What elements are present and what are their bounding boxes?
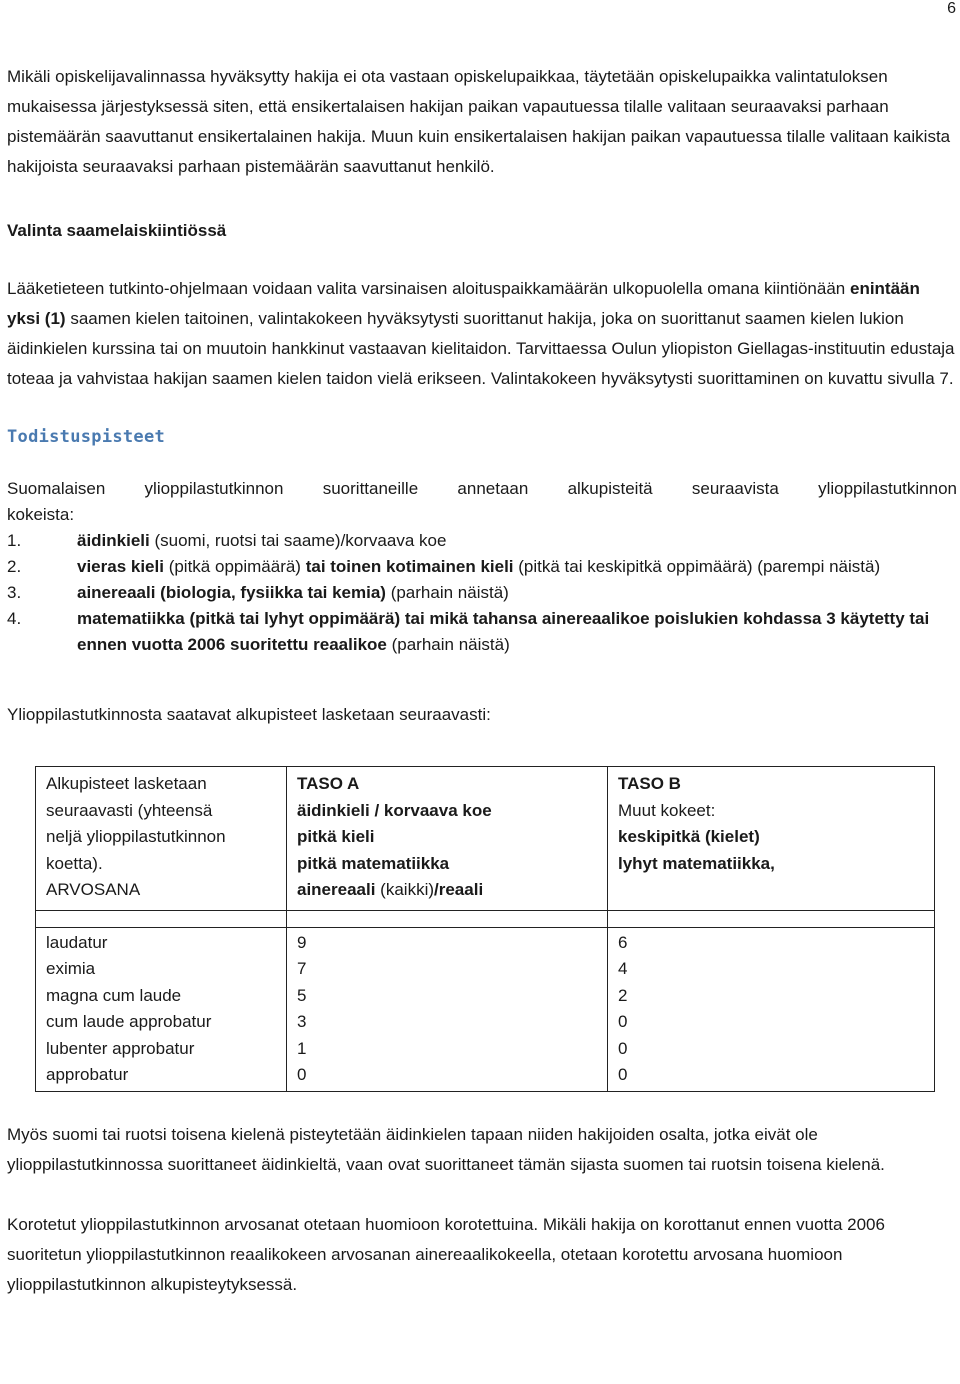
table-header-row [36,767,935,911]
level-a-points: 0 [297,1065,307,1084]
saame-text-a: Lääketieteen tutkinto-ohjelmaan voidaan valita varsinaisen aloituspaikkamäärän ulkopuolella omana kiintiönään [7,279,850,298]
level-b-points: 0 [618,1065,628,1084]
header-text: neljä ylioppilastutkinnon [46,827,226,846]
level-a-points: 1 [297,1038,307,1058]
list-number: 2. [7,557,22,576]
header-cell-level-b [608,767,935,911]
paragraph-saame-quota [7,274,957,394]
paragraph-points-calculation: Ylioppilastutkinnosta saatavat alkupisteet lasketaan seuraavasti: [7,705,491,724]
list-item [7,554,957,580]
table-spacer-row [36,910,935,927]
criterion-bold: ainereaali (biologia, fysiikka tai kemia) [77,583,386,602]
criterion-bold-2: tai toinen kotimainen kieli [305,557,514,576]
heading-saame-quota: Valinta saamelaiskiintiössä [7,221,227,240]
criterion-text: (parhain näistä) [385,583,509,602]
list-number: 1. [7,531,22,550]
exam-criteria-list [7,528,957,658]
saame-text-bold: enintään yksi (1) [7,279,920,328]
level-b-line: Muut kokeet: [618,800,716,820]
document-body [7,62,957,1300]
level-a-line: pitkä kieli [297,827,375,846]
level-b-points-cell [608,927,935,1091]
level-a-points: 7 [297,959,307,978]
level-a-points: 9 [297,932,307,952]
level-a-line: pitkä matematiikka [297,853,450,873]
grades-cell [36,927,287,1091]
list-item [7,606,957,658]
spacer-cell [287,910,608,927]
paragraph-raised-grades: Korotetut ylioppilastutkinnon arvosanat otetaan huomioon korotettuina. Mikäli hakija on korottanut ennen vuotta 2006 suoritetun ylioppilastutkinnon reaalikokeen arvosanan ainereaalikokeella, otetaan korotettu arvosana huomioon ylioppilastutkinnon alkupisteytyksessä. [7,1214,885,1294]
grade-name: laudatur [46,932,108,952]
level-a-line [297,877,597,904]
criterion-bold: äidinkieli [77,531,150,550]
level-a-normal: (kaikki) [375,880,435,899]
level-b-points: 4 [618,959,628,978]
heading-certificate-points: Todistuspisteet [7,427,166,447]
criterion-text: (parhain näistä) [386,635,510,654]
criterion-text-2: (pitkä tai keskipitkä oppimäärä) (parempi näistä) [513,557,881,576]
grade-name: magna cum laude [46,985,182,1005]
level-a-line: äidinkieli / korvaava koe [297,800,492,820]
grade-name: lubenter approbatur [46,1038,195,1058]
level-b-line: keskipitkä (kielet) [618,827,760,846]
list-item [7,528,957,554]
level-b-points: 0 [618,1012,628,1031]
list-item [7,580,957,606]
level-b-points: 6 [618,932,628,952]
level-b-title: TASO B [618,774,681,793]
level-b-points: 2 [618,985,628,1005]
level-b-points: 0 [618,1038,628,1058]
level-a-points-cell [287,927,608,1091]
table-row [36,927,935,1091]
grade-points-table [35,766,935,1092]
header-text: ARVOSANA [46,880,141,899]
criterion-bold: matematiikka (pitkä tai lyhyt oppimäärä) tai mikä tahansa ainereaalikoe poislukien kohdassa 3 käytetty tai ennen vuotta 2006 suoritettu reaalikoe [77,609,930,654]
header-text: koetta). [46,853,103,873]
grade-name: cum laude approbatur [46,1012,212,1031]
grade-name: eximia [46,959,96,978]
level-a-bold: /reaali [434,880,484,899]
criterion-text: (pitkä oppimäärä) [163,557,306,576]
saame-text-c: saamen kielen taitoinen, valintakokeen hyväksytysti suorittanut hakija, joka on suorittanut saamen kielen lukion äidinkielen kurssina tai on muutoin hankkinut vastaavan kielitaidon. Tarvittaessa Oulun yliopiston Giellagas-instituutin edustaja toteaa ja vahvistaa hakijan saamen kielen taidon vielä erikseen. Valintakokeen hyväksytysti suorittaminen on kuvattu sivulla 7. [7,309,955,388]
level-a-points: 3 [297,1012,307,1031]
page-number: 6 [947,0,956,17]
criterion-bold: vieras kieli [77,557,164,576]
header-text: seuraavasti (yhteensä [46,800,213,820]
level-a-bold: ainereaali [297,880,376,899]
header-text: Alkupisteet lasketaan [46,774,207,793]
paragraph-exam-intro-line2: kokeista: [7,505,75,524]
criterion-text: (suomi, ruotsi tai saame)/korvaava koe [149,531,447,550]
paragraph-first-time-applicants: Mikäli opiskelijavalinnassa hyväksytty hakija ei ota vastaan opiskelupaikkaa, täytetään opiskelupaikka valintatuloksen mukaisessa järjestyksessä siten, että ensikertalaisen hakijan paikan vapautuessa tilalle valitaan seuraavaksi parhaan pistemäärän saavuttanut ensikertalainen hakija. Muun kuin ensikertalaisen hakijan paikan vapautuessa tilalle valitaan kaikista hakijoista seuraavaksi parhaan pistemäärän saavuttanut henkilö. [7,67,951,176]
level-a-points: 5 [297,985,307,1005]
list-number: 3. [7,583,22,602]
grade-name: approbatur [46,1065,129,1084]
paragraph-exam-intro-line1: Suomalaisen ylioppilastutkinnon suorittaneille annetaan alkupisteitä seuraavista ylioppilastutkinnon [7,479,957,498]
level-b-line: lyhyt matematiikka, [618,853,775,873]
spacer-cell [36,910,287,927]
level-a-title: TASO A [297,774,360,793]
list-number: 4. [7,609,22,628]
header-cell-level-a [287,767,608,911]
paragraph-second-language: Myös suomi tai ruotsi toisena kielenä pisteytetään äidinkielen tapaan niiden hakijoiden osalta, jotka eivät ole ylioppilastutkinnossa suorittaneet äidinkieltä, vaan ovat suorittaneet tämän sijasta suomen tai ruotsin toisena kielenä. [7,1124,885,1174]
header-cell-grade [36,767,287,911]
spacer-cell [608,910,935,927]
